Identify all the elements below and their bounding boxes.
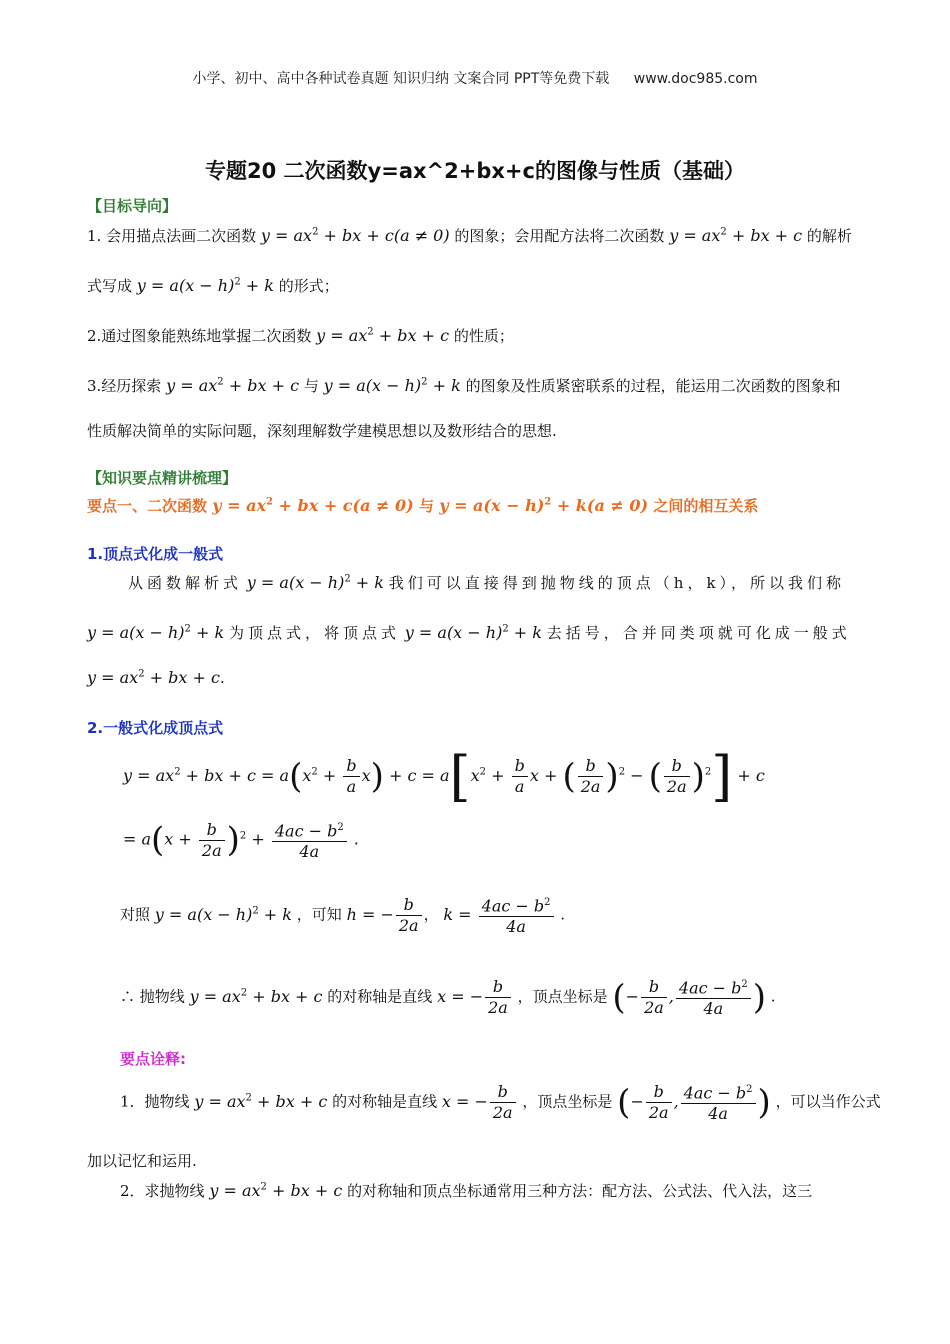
formula-general-form: $y = ax^2$ + bx + c(a ≠ 0) [260,226,450,245]
goal-item-2: 2.通过图象能熟练地掌握二次函数 $y = ax^2$ + bx + c 的性质； [87,326,514,345]
sub-heading-2: 2.一般式化成顶点式 [87,719,224,737]
derivation-line-1: $y = ax^2$ + bx + $c = a(x^2$ + $\frac{b}{a}$ $x) + c = a[x^2$ + $\frac{b}{a}$ x + ( $\frac{b}{2a}$ )$^2$ − ( $\frac{b}{2a}$ )$^2$] + c [123,745,765,808]
page-header [0,68,950,88]
therefore-line: ∴ 抛物线 $y = ax^2$ + bx + c 的对称轴是直线 x = − $\frac{b}{2a}$ ，顶点坐标是 (− $\frac{b}{2a}$ , $\frac{4ac - b^2}{4a}$ ) . [120,976,776,1019]
derivation-line-2: = a(x + $\frac{b}{2a}$ )$^2$ + $\frac{4ac - b^2}{4a}$ . [123,819,359,862]
knowledge-heading: 【知识要点精讲梳理】 [87,469,238,487]
formula-general: $y = ax^2$ + bx + c [669,226,803,245]
note-1: 1．抛物线 $y = ax^2$ + bx + c 的对称轴是直线 x = − $\frac{b}{2a}$ ，顶点坐标是 (− $\frac{b}{2a}$ , $\frac{4ac - b^2}{4a}$ ) ，可以当作公式 [120,1081,881,1124]
page-title: 专题20 二次函数y=ax^2+bx+c的图像与性质（基础） [205,159,745,183]
goal-item-3: 3.经历探索 $y = ax^2$ + bx + c 与 $y = a(x - h)^2 + k$ 的图象及性质紧密联系的过程，能运用二次函数的图象和 [87,376,841,395]
note-2: 2．求抛物线 $y = ax^2$ + bx + c 的对称轴和顶点坐标通常用三种方法：配方法、公式法、代入法，这三 [120,1181,813,1200]
point-1-heading: 要点一、二次函数 $y = ax^2$ + bx + c(a ≠ 0) 与 $y = a(x - h)^2 + k(a \ne 0)$ 之间的相互关系 [87,496,759,515]
header-text: 小学、初中、高中各种试卷真题 知识归纳 文案合同 PPT等免费下载 [192,71,610,87]
note-1-cont: 加以记忆和运用. [87,1152,197,1170]
header-url[interactable]: www.doc985.com [633,71,758,87]
goal-item-1-cont: 式写成 $y = a(x - h)^2 + k$ 的形式； [87,276,339,295]
goal-item-3-cont: 性质解决简单的实际问题，深刻理解数学建模思想以及数形结合的思想. [87,422,557,440]
note-heading: 要点诠释: [120,1050,186,1068]
sub1-paragraph-line1: 从函数解析式 $y = a(x - h)^2 + k$ 我们可以直接得到抛物线的顶点（h，k），所以我们称 [128,573,846,592]
vertex-coordinates: (− $\frac{b}{2a}$ , $\frac{4ac - b^2}{4a}$ ) [612,976,767,1019]
sub-heading-1: 1.顶点式化成一般式 [87,545,224,563]
compare-line: 对照 $y = a(x - h)^2 + k$ ，可知 h = − $\frac{b}{2a}$ ， k = $\frac{4ac - b^2}{4a}$ . [120,894,566,937]
goal-item-1: 1. 会用描点法画二次函数 $y = ax^2$ + bx + c(a ≠ 0) 的图象；会用配方法将二次函数 $y = ax^2$ + bx + c 的解析 [87,226,852,245]
sub1-paragraph-line3: $y = ax^2$ + bx + c. [87,668,225,687]
formula-vertex-form: $y = a(x - h)^2 + k$ [136,276,274,295]
goals-heading: 【目标导向】 [87,197,178,215]
sub1-paragraph-line2: $y = a(x - h)^2 + k$ 为顶点式，将顶点式 $y = a(x - h)^2 + k$ 去括号，合并同类项就可化成一般式 [87,623,851,642]
